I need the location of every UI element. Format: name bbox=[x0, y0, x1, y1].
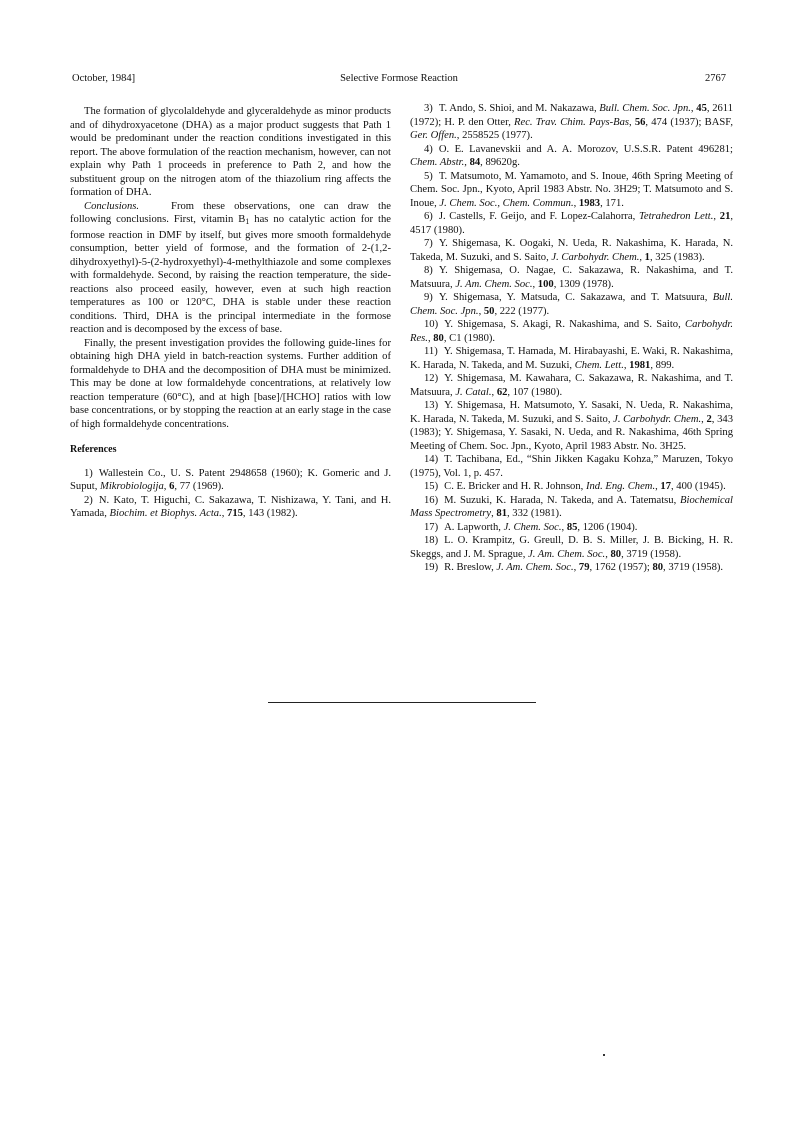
reference-volume: 84 bbox=[469, 157, 481, 168]
reference-pages: , 89620g. bbox=[480, 157, 520, 168]
reference-pages: , 332 (1981). bbox=[507, 508, 562, 519]
reference-item bbox=[410, 521, 733, 535]
reference-authors: Y. Shigemasa, Y. Matsuda, C. Sakazawa, and T. Matsuura, bbox=[438, 292, 713, 303]
reference-journal: Biochemical Mass Spectrometry bbox=[410, 494, 733, 519]
header-title: Selective Formose Reaction bbox=[340, 73, 458, 84]
references-list-left bbox=[70, 467, 391, 521]
left-column bbox=[70, 105, 391, 521]
reference-separator: , bbox=[713, 211, 720, 222]
scan-speck bbox=[603, 1054, 605, 1056]
reference-authors: Wallestein Co., U. S. Patent 2948658 (1960); K. Gomeric and J. Suput, bbox=[70, 467, 391, 492]
reference-item bbox=[410, 453, 733, 480]
header-date: October, 1984] bbox=[72, 73, 136, 84]
reference-authors: Y. Shigemasa, S. Akagi, R. Nakashima, and S. Saito, bbox=[444, 319, 686, 330]
reference-authors: O. E. Lavanevskii and A. A. Morozov, U.S.S.R. Patent 496281; bbox=[438, 143, 733, 155]
reference-number: 9) bbox=[424, 292, 433, 303]
reference-separator: , bbox=[427, 332, 434, 344]
reference-authors: M. Suzuki, K. Harada, N. Takeda, and A. Tatematsu, bbox=[444, 494, 681, 506]
reference-item bbox=[70, 467, 391, 494]
conclusions-text-1: From these observations, one can draw the following conclusions. First, vitamin B bbox=[70, 200, 391, 225]
reference-volume: 81 bbox=[496, 508, 507, 519]
reference-journal: Carbohydr. Res. bbox=[410, 319, 733, 344]
reference-journal: J. Carbohydr. Chem. bbox=[613, 413, 702, 425]
reference-journal: Tetrahedron Lett. bbox=[638, 211, 714, 222]
reference-separator: , bbox=[478, 305, 484, 317]
reference-separator: , bbox=[573, 197, 579, 209]
reference-volume: 80 bbox=[652, 562, 664, 573]
reference-volume: 17 bbox=[660, 481, 671, 492]
conclusions-subscript: 1 bbox=[245, 217, 250, 226]
reference-journal: Bull. Chem. Soc. Jpn. bbox=[599, 103, 691, 114]
reference-number: 3) bbox=[424, 103, 433, 114]
reference-separator: , bbox=[655, 481, 661, 492]
reference-journal: Mikrobiologija bbox=[100, 481, 164, 492]
reference-separator: , bbox=[491, 508, 497, 519]
reference-item bbox=[70, 494, 391, 521]
reference-item bbox=[410, 494, 733, 521]
reference-authors: T. Ando, S. Shioi, and M. Nakazawa, bbox=[438, 103, 600, 114]
reference-number: 10) bbox=[424, 319, 439, 330]
reference-journal: J. Am. Chem. Soc. bbox=[455, 278, 533, 290]
reference-authors: Y. Shigemasa, K. Oogaki, N. Ueda, R. Nakashima, K. Harada, N. Takeda, M. Suzuki, and S. Saito, bbox=[410, 238, 733, 263]
reference-authors: Y. Shigemasa, O. Nagae, C. Sakazawa, R. Nakashima, and T. Matsuura, bbox=[410, 265, 733, 290]
reference-pages: , 899. bbox=[650, 359, 675, 371]
reference-number: 13) bbox=[424, 400, 439, 411]
reference-pages: , 400 (1945). bbox=[671, 481, 726, 492]
paragraph-conclusions bbox=[70, 200, 391, 337]
reference-pages: , 3719 (1958). bbox=[621, 548, 682, 560]
reference-separator: , bbox=[561, 521, 567, 533]
reference-number: 1) bbox=[84, 467, 93, 479]
reference-separator: , bbox=[623, 359, 630, 371]
conclusions-text-2: has no catalytic action for the formose reaction in DMF by itself, but gives more smooth formaldehyde consumption, better yield of formose, and the formation of 2-(1,2-dihydroxyethyl)-5-(2-hydroxyethyl)-4-methylthiazole and some complexes with formaldehyde. Second, by raising the reaction temperature, the side-reactions also proceed easily, however, even at such high reaction temperatures as 100 or 120°C, DHA is stable under these reaction conditions. Third, DHA is the principal intermediate in the formose reaction and is decomposed by the excess of base. bbox=[70, 214, 391, 335]
reference-pages: , 143 (1982). bbox=[242, 508, 298, 519]
reference-authors: T. Tachibana, Ed., “Shin Jikken Kagaku Kohza,” Maruzen, Tokyo (1975), Vol. 1, p. 457. bbox=[410, 454, 733, 479]
reference-number: 8) bbox=[424, 265, 433, 276]
reference-journal: Rec. Trav. Chim. Pays-Bas bbox=[514, 116, 629, 128]
reference-number: 11) bbox=[424, 346, 438, 357]
running-header bbox=[72, 73, 726, 87]
reference-authors: J. Castells, F. Geijo, and F. Lopez-Calahorra, bbox=[438, 211, 639, 222]
reference-authors: L. O. Krampitz, G. Greull, D. B. S. Miller, J. B. Bicking, H. R. Skeggs, and J. M. Sprague, bbox=[410, 535, 733, 560]
reference-journal: J. Carbohydr. Chem. bbox=[551, 251, 640, 263]
reference-authors: Y. Shigemasa, T. Hamada, M. Hirabayashi, E. Waki, R. Nakashima, K. Harada, N. Takeda, and M. Suzuki, bbox=[410, 346, 733, 371]
reference-journal: J. Catal. bbox=[455, 386, 492, 398]
reference-item bbox=[410, 170, 733, 211]
reference-separator: , bbox=[221, 508, 228, 519]
reference-pages: , 107 (1980). bbox=[507, 386, 563, 398]
reference-volume: 50 bbox=[483, 305, 495, 317]
reference-item bbox=[410, 143, 733, 170]
reference-authors: Y. Shigemasa, M. Kawahara, C. Sakazawa, R. Nakashima, and T. Matsuura, bbox=[410, 373, 733, 398]
reference-number: 15) bbox=[424, 481, 439, 492]
reference-pages: , 4517 (1980). bbox=[410, 211, 734, 236]
reference-volume: 80 bbox=[433, 332, 444, 344]
reference-volume: 62 bbox=[496, 386, 508, 398]
reference-authors: R. Breslow, bbox=[444, 562, 497, 573]
reference-number: 2) bbox=[84, 494, 93, 506]
reference-separator: , bbox=[464, 157, 470, 168]
reference-pages: , 2611 (1972); H. P. den Otter, bbox=[410, 103, 733, 128]
reference-authors: A. Lapworth, bbox=[444, 521, 504, 533]
reference-item bbox=[410, 210, 733, 237]
reference-pages: , 474 (1937); BASF, bbox=[645, 116, 733, 128]
reference-journal: J. Am. Chem. Soc. bbox=[528, 548, 606, 560]
reference-pages: , C1 (1980). bbox=[443, 332, 496, 344]
reference-pages: , 1309 (1978). bbox=[553, 278, 614, 290]
right-column bbox=[410, 102, 733, 575]
references-list-right bbox=[410, 102, 733, 575]
reference-item bbox=[410, 561, 733, 575]
reference-journal: Chem. Abstr. bbox=[410, 157, 465, 168]
reference-separator: , bbox=[690, 103, 697, 114]
reference-journal: Biochim. et Biophys. Acta. bbox=[109, 508, 222, 519]
reference-item bbox=[410, 345, 733, 372]
reference-pages: , 343 (1983); Y. Shigemasa, Y. Sasaki, N. Ueda, and R. Nakashima, 46th Spring Meeting of Chem. Soc. Jpn., Kyoto, April 1983 Abstr. No. 3H25. bbox=[410, 413, 734, 452]
reference-pages: , 1762 (1957); bbox=[589, 562, 653, 573]
reference-separator: , bbox=[573, 562, 579, 573]
reference-authors: N. Kato, T. Higuchi, C. Sakazawa, T. Nishizawa, Y. Tani, and H. Yamada, bbox=[70, 494, 391, 519]
page-number: 2767 bbox=[705, 73, 726, 84]
reference-number: 5) bbox=[424, 170, 433, 182]
reference-volume: 715 bbox=[227, 508, 243, 519]
reference-item bbox=[410, 102, 733, 143]
reference-item bbox=[410, 237, 733, 264]
reference-pages: , 77 (1969). bbox=[174, 481, 224, 492]
reference-volume: 79 bbox=[578, 562, 590, 573]
reference-pages: , 3719 (1958). bbox=[663, 562, 724, 573]
reference-pages: , 222 (1977). bbox=[494, 305, 550, 317]
reference-item bbox=[410, 291, 733, 318]
reference-separator: , bbox=[605, 548, 611, 560]
reference-separator: , bbox=[629, 116, 635, 128]
reference-authors: Y. Shigemasa, H. Matsumoto, Y. Sasaki, N. Ueda, R. Nakashima, K. Harada, N. Takeda, M. Suzuki, and S. Saito, bbox=[410, 400, 733, 425]
reference-volume: 80 bbox=[610, 548, 622, 560]
reference-journal: J. Am. Chem. Soc. bbox=[496, 562, 574, 573]
reference-volume: 1981 bbox=[629, 359, 651, 371]
reference-volume: 100 bbox=[537, 278, 554, 290]
reference-separator: , bbox=[639, 251, 645, 263]
reference-item bbox=[410, 480, 733, 494]
reference-number: 18) bbox=[424, 535, 439, 546]
reference-item bbox=[410, 264, 733, 291]
reference-number: 12) bbox=[424, 373, 439, 384]
reference-item bbox=[410, 534, 733, 561]
reference-number: 7) bbox=[424, 238, 433, 249]
reference-volume: 2 bbox=[706, 413, 712, 425]
reference-number: 17) bbox=[424, 521, 439, 533]
reference-item bbox=[410, 318, 733, 345]
references-heading: References bbox=[70, 444, 117, 455]
reference-volume: 85 bbox=[566, 521, 578, 533]
reference-number: 14) bbox=[424, 454, 439, 465]
reference-authors: T. Matsumoto, M. Yamamoto, and S. Inoue, 46th Spring Meeting of Chem. Soc. Jpn., Kyoto, April 1983 Abstr. No. 3H29; T. Matsumoto and S. Inoue, bbox=[410, 170, 733, 209]
reference-volume: 56 bbox=[634, 116, 646, 128]
reference-journal: J. Chem. Soc., Chem. Commun. bbox=[439, 197, 574, 209]
paragraph-mechanism: The formation of glycolaldehyde and glyceraldehyde as minor products and of dihydroxyacetone (DHA) as a major product suggests that Path 1 would be predominant under the reaction conditions investigated in this report. The above formulation of the reaction mechanism, however, can not explain why Path 1 proceeds in preference to Path 2, and how the substituent group on the nitrogen atom of the thiazolium ring affects the formation of DHA. bbox=[70, 106, 391, 198]
reference-item bbox=[410, 372, 733, 399]
reference-number: 19) bbox=[424, 562, 439, 573]
reference-item bbox=[410, 399, 733, 453]
reference-volume: 1 bbox=[644, 251, 650, 263]
reference-number: 16) bbox=[424, 494, 439, 506]
paragraph-guidelines: Finally, the present investigation provides the following guide-lines for obtaining high DHA yield in batch-reaction systems. Further addition of formaldehyde to DHA and the decomposition of DHA must be minimized. This may be done at low formaldehyde concentrations, at relatively low reaction temperature (60°C), and at high [base]/[HCHO] ratios with low base concentrations, or by stopping the reaction at an early stage in the case of high formaldehyde concentrations. bbox=[70, 337, 391, 430]
reference-volume: 1983 bbox=[578, 197, 601, 209]
conclusions-label: Conclusions. bbox=[84, 200, 140, 212]
reference-pages: , 325 (1983). bbox=[649, 251, 705, 263]
reference-journal: Bull. Chem. Soc. Jpn. bbox=[410, 292, 733, 317]
reference-journal: Ind. Eng. Chem. bbox=[585, 481, 656, 492]
reference-journal: Ger. Offen. bbox=[410, 130, 457, 141]
reference-authors: C. E. Bricker and H. R. Johnson, bbox=[444, 481, 586, 492]
reference-pages: , 1206 (1904). bbox=[577, 521, 638, 533]
reference-journal: Chem. Lett. bbox=[574, 359, 624, 371]
reference-volume: 6 bbox=[169, 481, 175, 492]
end-rule bbox=[268, 702, 536, 703]
reference-separator: , bbox=[491, 386, 497, 398]
reference-volume: 45 bbox=[696, 103, 707, 114]
reference-number: 6) bbox=[424, 211, 433, 222]
reference-journal: J. Chem. Soc. bbox=[503, 521, 562, 533]
reference-separator: , bbox=[532, 278, 538, 290]
reference-volume: 21 bbox=[719, 211, 731, 222]
reference-pages: , 171. bbox=[600, 197, 624, 209]
reference-separator: , bbox=[701, 413, 707, 425]
reference-separator: , bbox=[163, 481, 170, 492]
reference-number: 4) bbox=[424, 143, 433, 155]
reference-pages: , 2558525 (1977). bbox=[456, 130, 533, 141]
